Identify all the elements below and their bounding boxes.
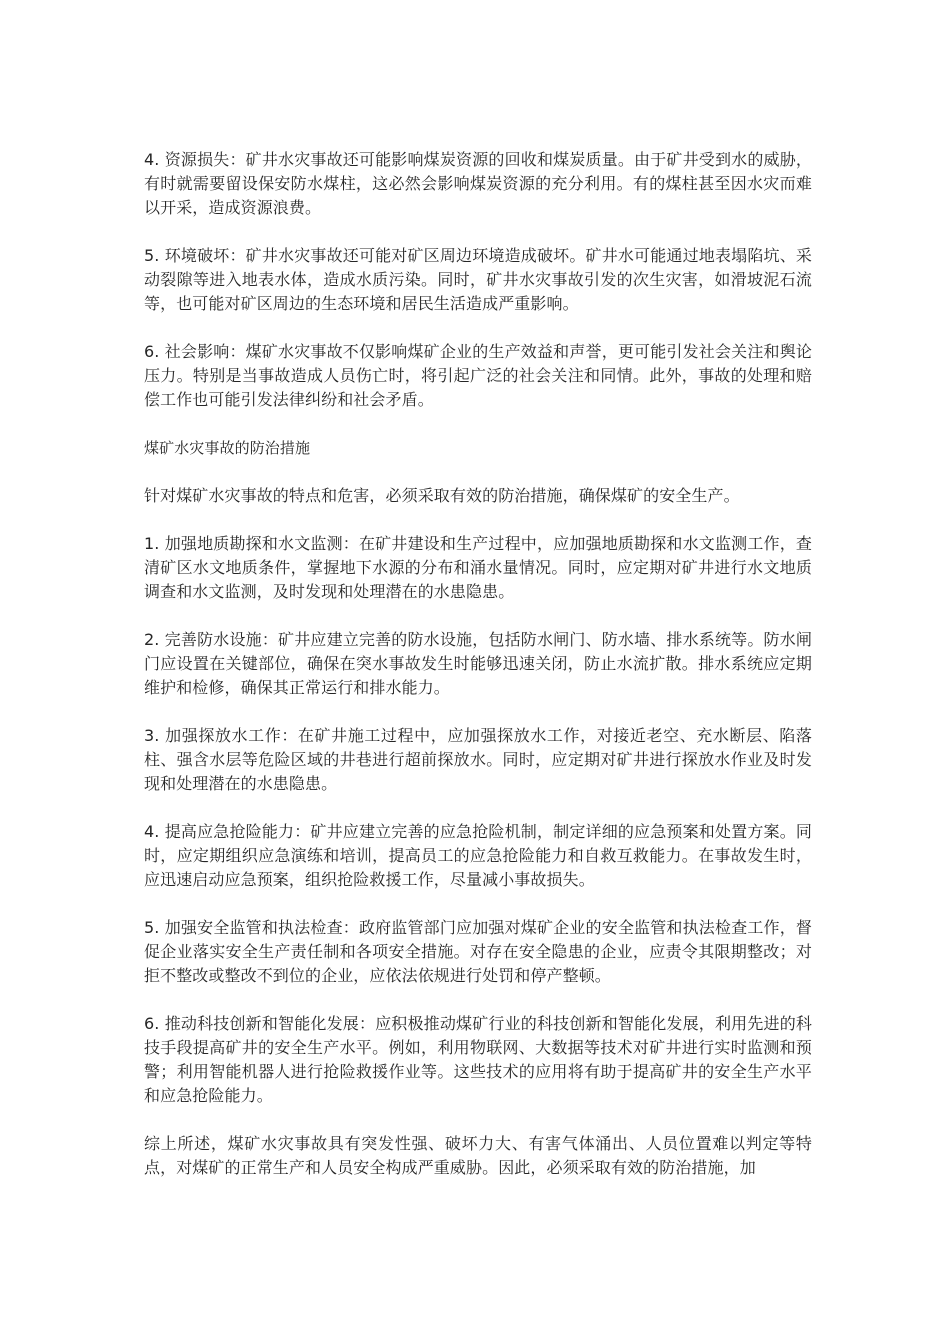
measure-water-exploration: 3. 加强探放水工作：在矿井施工过程中，应加强探放水工作，对接近老空、充水断层、陷落柱、强含水层等危险区域的井巷进行超前探放水。同时，应定期对矿井进行探放水作业及时发现和处理潜在的水患隐患。	[144, 726, 812, 793]
measure-tech-innovation: 6. 推动科技创新和智能化发展：应积极推动煤矿行业的科技创新和智能化发展，利用先进的科技手段提高矿井的安全生产水平。例如，利用物联网、大数据等技术对矿井进行实时监测和预警；利用智能机器人进行抢险救援作业等。这些技术的应用将有助于提高矿井的安全生产水平和应急抢险能力。	[144, 1014, 812, 1105]
paragraph-social-impact: 6. 社会影响：煤矿水灾事故不仅影响煤矿企业的生产效益和声誉，更可能引发社会关注和舆论压力。特别是当事故造成人员伤亡时，将引起广泛的社会关注和同情。此外，事故的处理和赔偿工作也可能引发法律纠纷和社会矛盾。	[144, 342, 812, 409]
measure-waterproof-facilities: 2. 完善防水设施：矿井应建立完善的防水设施，包括防水闸门、防水墙、排水系统等。防水闸门应设置在关键部位，确保在突水事故发生时能够迅速关闭，防止水流扩散。排水系统应定期维护和检修，确保其正常运行和排水能力。	[144, 630, 812, 697]
section-heading: 煤矿水灾事故的防治措施	[144, 439, 311, 457]
paragraph-resource-loss: 4. 资源损失：矿井水灾事故还可能影响煤炭资源的回收和煤炭质量。由于矿井受到水的威胁，有时就需要留设保安防水煤柱，这必然会影响煤炭资源的充分利用。有的煤柱甚至因水灾而难以开采，造成资源浪费。	[144, 150, 812, 217]
document-body	[144, 148, 812, 1204]
conclusion-paragraph: 综上所述，煤矿水灾事故具有突发性强、破坏力大、有害气体涌出、人员位置难以判定等特点，对煤矿的正常生产和人员安全构成严重威胁。因此，必须采取有效的防治措施，加	[144, 1134, 812, 1177]
measure-geological-survey: 1. 加强地质勘探和水文监测：在矿井建设和生产过程中，应加强地质勘探和水文监测工作，查清矿区水文地质条件，掌握地下水源的分布和涌水量情况。同时，应定期对矿井进行水文地质调查和水文监测，及时发现和处理潜在的水患隐患。	[144, 534, 812, 601]
measure-emergency-rescue: 4. 提高应急抢险能力：矿井应建立完善的应急抢险机制，制定详细的应急预案和处置方案。同时，应定期组织应急演练和培训，提高员工的应急抢险能力和自救互救能力。在事故发生时，应迅速启动应急预案，组织抢险救援工作，尽量减小事故损失。	[144, 822, 812, 889]
paragraph-environment-damage: 5. 环境破坏：矿井水灾事故还可能对矿区周边环境造成破坏。矿井水可能通过地表塌陷坑、采动裂隙等进入地表水体，造成水质污染。同时，矿井水灾事故引发的次生灾害，如滑坡泥石流等，也可能对矿区周边的生态环境和居民生活造成严重影响。	[144, 246, 812, 313]
measure-safety-supervision: 5. 加强安全监管和执法检查：政府监管部门应加强对煤矿企业的安全监管和执法检查工作，督促企业落实安全生产责任制和各项安全措施。对存在安全隐患的企业，应责令其限期整改；对拒不整改或整改不到位的企业，应依法依规进行处罚和停产整顿。	[144, 918, 812, 985]
section-intro: 针对煤矿水灾事故的特点和危害，必须采取有效的防治措施，确保煤矿的安全生产。	[144, 486, 740, 505]
